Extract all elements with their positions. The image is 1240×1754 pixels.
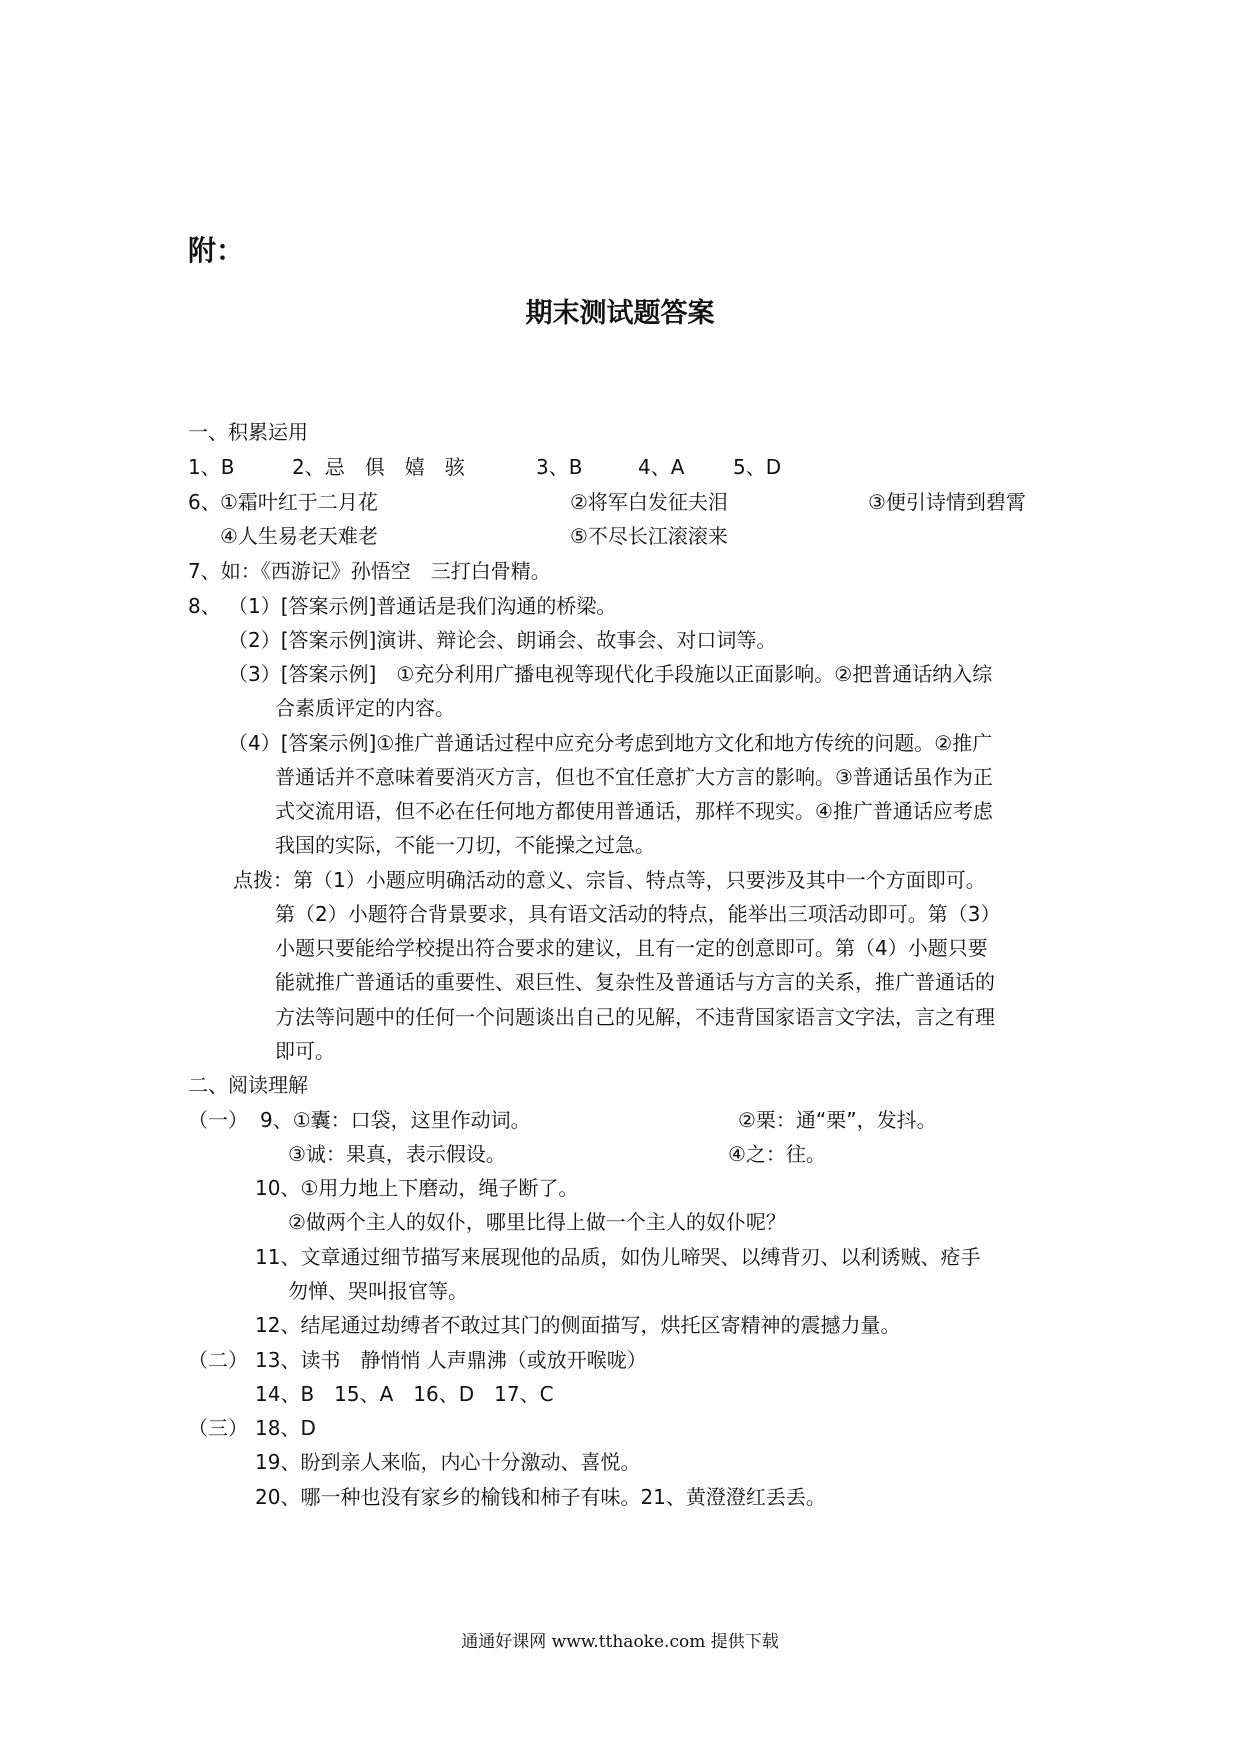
q18-answer: 18、D [255, 1416, 316, 1440]
q9-answer-1: 9、①囊：口袋，这里作动词。 [260, 1108, 531, 1132]
q8-tip-line2: 第（2）小题符合背景要求，具有语文活动的特点，能举出三项活动即可。第（3） [275, 902, 1001, 926]
q11-answer-line2: 勿惮、哭叫报官等。 [288, 1279, 468, 1303]
q1-answer: 1、B [188, 455, 235, 479]
q9-answer-2: ②栗：通“栗”，发抖。 [738, 1108, 937, 1132]
q6-answer-3: ③便引诗情到碧霄 [868, 490, 1026, 514]
q8-tip-line5: 方法等问题中的任何一个问题谈出自己的见解，不违背国家语言文字法，言之有理 [275, 1005, 995, 1029]
q10-answer-2: ②做两个主人的奴仆，哪里比得上做一个主人的奴仆呢？ [288, 1210, 786, 1234]
q6-answer-2: ②将军白发征夫泪 [570, 490, 728, 514]
q8-part-1: （1）[答案示例]普通话是我们沟通的桥梁。 [228, 594, 617, 618]
q8-part-4-line1: （4）[答案示例]①推广普通话过程中应充分考虑到地方文化和地方传统的问题。②推广 [228, 731, 993, 755]
q8-tip-line1: 点拨：第（1）小题应明确活动的意义、宗旨、特点等，只要涉及其中一个方面即可。 [233, 868, 986, 892]
q6-answer-5: ⑤不尽长江滚滚来 [570, 524, 728, 548]
part1-label: （一） [188, 1108, 248, 1132]
q8-part-4-line2: 普通话并不意味着要消灭方言，但也不宜任意扩大方言的影响。③普通话虽作为正 [275, 765, 993, 789]
q10-answer-1: 10、①用力地上下磨动，绳子断了。 [255, 1176, 579, 1200]
q8-part-2: （2）[答案示例]演讲、辩论会、朗诵会、故事会、对口词等。 [228, 628, 777, 652]
q6-label: 6、 [188, 490, 221, 514]
q13-answer: 13、读书 静悄悄 人声鼎沸（或放开喉咙） [255, 1348, 647, 1372]
part2-label: （二） [188, 1348, 248, 1372]
q19-answer: 19、盼到亲人来临，内心十分激动、喜悦。 [255, 1450, 641, 1474]
q8-tip-line6: 即可。 [275, 1039, 335, 1063]
q8-label: 8、 [188, 594, 221, 618]
section1-heading: 一、积累运用 [188, 420, 308, 444]
section2-heading: 二、阅读理解 [188, 1073, 308, 1097]
q6-answer-4: ④人生易老天难老 [220, 524, 378, 548]
q8-tip-line3: 小题只要能给学校提出符合要求的建议，且有一定的创意即可。第（4）小题只要 [275, 936, 988, 960]
footer-source: 通通好课网 www.tthaoke.com 提供下载 [461, 1632, 779, 1652]
q5-answer: 5、D [733, 455, 782, 479]
q14-17-answers: 14、B 15、A 16、D 17、C [255, 1382, 554, 1406]
part3-label: （三） [188, 1416, 248, 1440]
q11-answer-line1: 11、文章通过细节描写来展现他的品质，如伪儿啼哭、以缚背刃、以利诱贼、疮手 [255, 1245, 981, 1269]
q9-answer-4: ④之：往。 [728, 1142, 826, 1166]
q2-answer: 2、忌 俱 嬉 骇 [292, 455, 465, 479]
q6-answer-1: ①霜叶红于二月花 [220, 490, 378, 514]
q8-part-3-line2: 合素质评定的内容。 [275, 696, 455, 720]
q12-answer: 12、结尾通过劫缚者不敢过其门的侧面描写，烘托区寄精神的震撼力量。 [255, 1313, 901, 1337]
q8-part-4-line3: 式交流用语，但不必在任何地方都使用普通话，那样不现实。④推广普通话应考虑 [275, 799, 993, 823]
q3-answer: 3、B [536, 455, 583, 479]
q7-answer: 7、如：《西游记》孙悟空 三打白骨精。 [188, 559, 551, 583]
q9-answer-3: ③诚：果真，表示假设。 [288, 1142, 506, 1166]
q8-tip-line4: 能就推广普通话的重要性、艰巨性、复杂性及普通话与方言的关系，推广普通话的 [275, 970, 995, 994]
q4-answer: 4、A [638, 455, 685, 479]
q8-part-4-line4: 我国的实际，不能一刀切，不能操之过急。 [275, 833, 655, 857]
q20-21-answers: 20、哪一种也没有家乡的榆钱和柿子有味。21、黄澄澄红丢丢。 [255, 1485, 826, 1509]
appendix-label: 附： [188, 234, 245, 267]
q8-part-3-line1: （3）[答案示例] ①充分利用广播电视等现代化手段施以正面影响。②把普通话纳入综 [228, 662, 993, 686]
page-title: 期末测试题答案 [525, 298, 715, 329]
